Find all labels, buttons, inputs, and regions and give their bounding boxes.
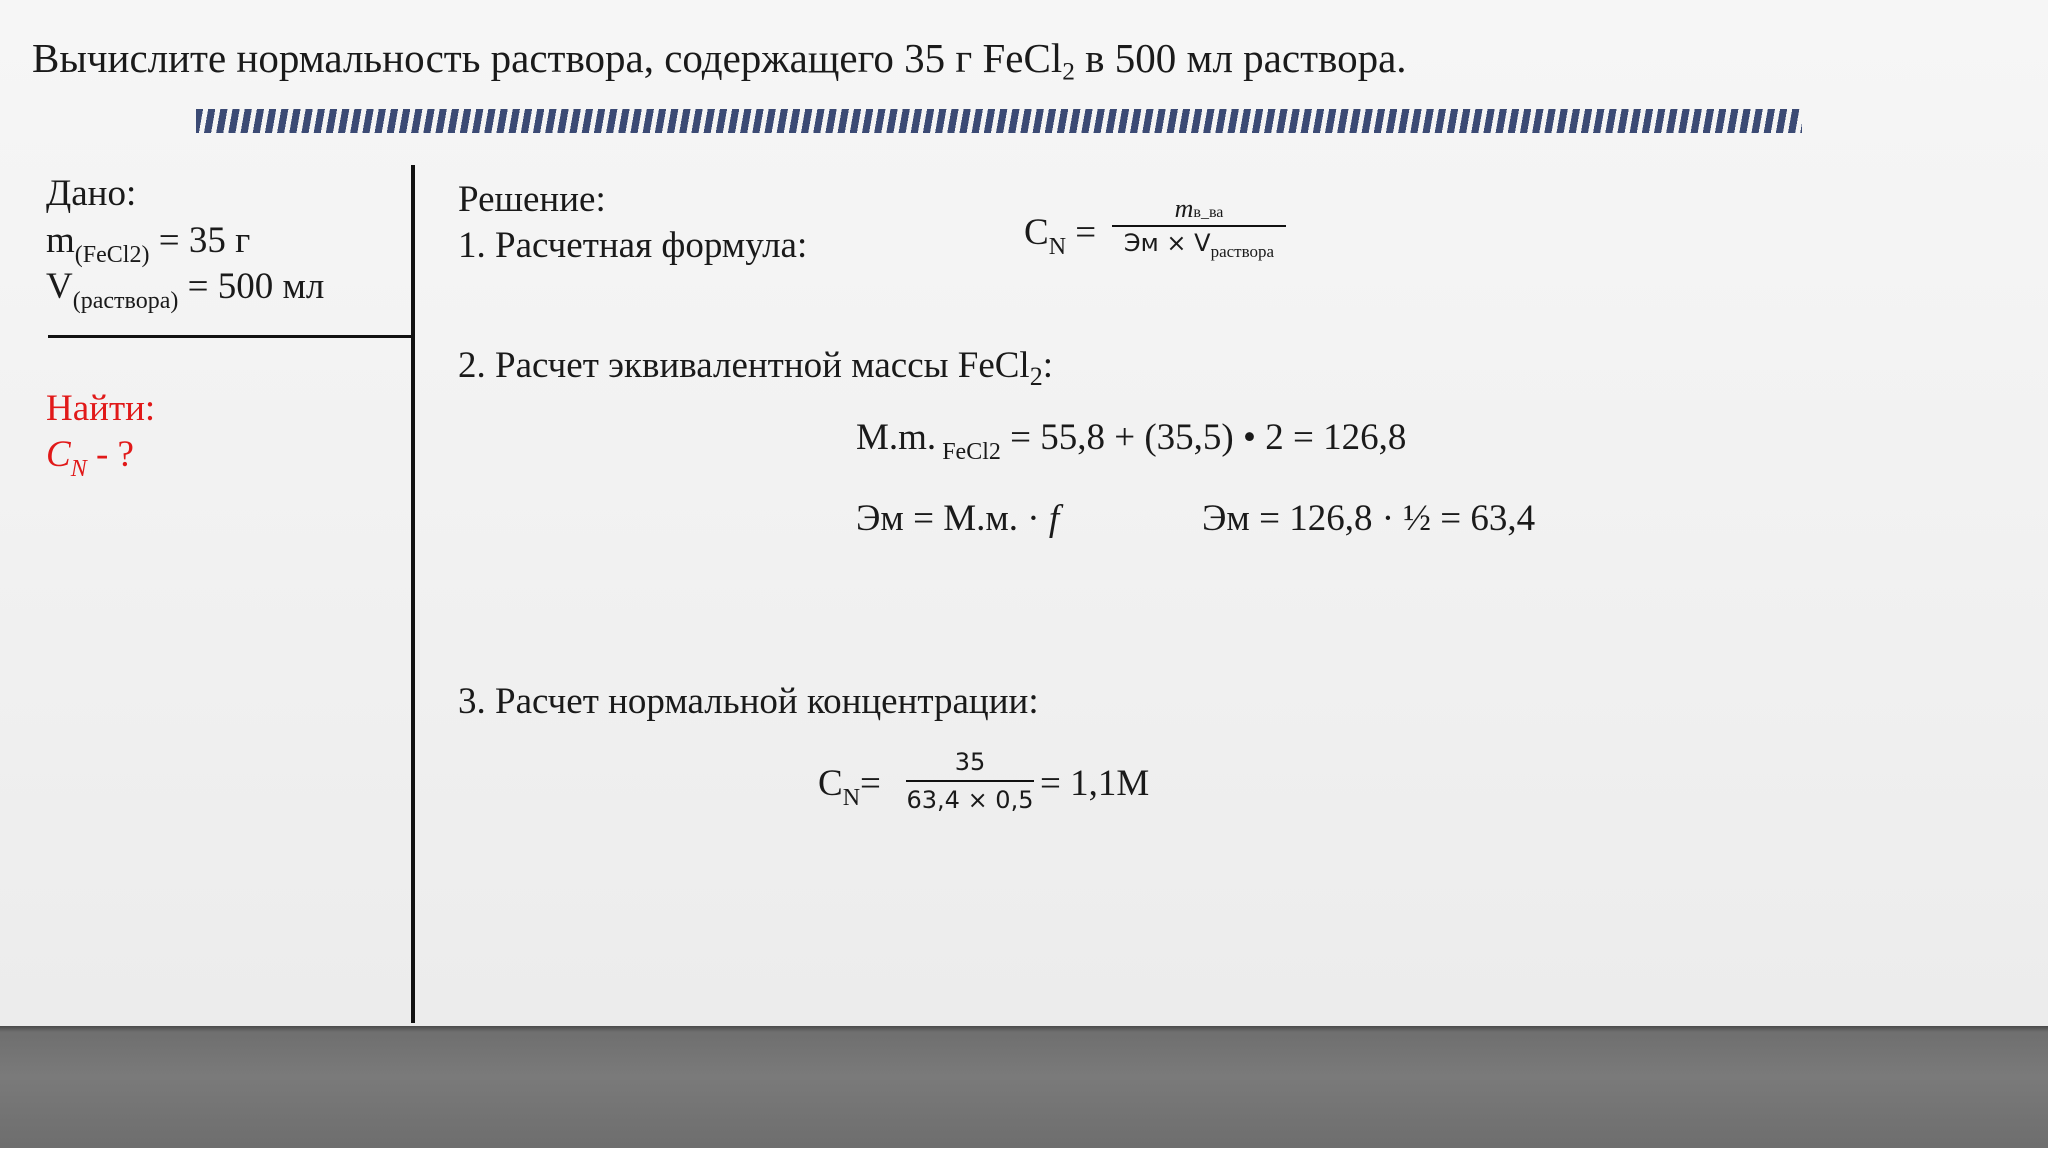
fraction-bar xyxy=(1112,225,1286,227)
floor-band xyxy=(0,1026,2048,1152)
given-mass: $m_{(FeCl2)} = 35$ г xyxy=(46,220,251,268)
equivalent-mass-calc: Эм = 126,8 · ½ = 63,4 xyxy=(1202,498,1536,539)
step1-title: 1. Расчетная формула: xyxy=(458,225,808,266)
bottom-edge xyxy=(0,1148,2048,1152)
formula3-fraction xyxy=(906,750,1034,812)
find-target: $C_N$ - ? xyxy=(46,434,134,482)
decorative-hatched-stripe xyxy=(196,109,1802,133)
formula3-denominator: 63,4 × 0,5 xyxy=(906,786,1034,814)
equivalent-mass-formula: Эм = M.м. · f xyxy=(856,498,1060,539)
problem-statement: Вычислите нормальность раствора, содержащего 35 г FeCl$_2$ в 500 мл раствора. xyxy=(32,35,1407,86)
given-volume: $V_{(раствора)} = 500$ мл xyxy=(46,266,325,314)
formula3-lhs: $C_N=$ xyxy=(818,763,881,811)
step3-title: 3. Расчет нормальной концентрации: xyxy=(458,681,1039,722)
find-label: Найти: xyxy=(46,388,156,429)
given-label: Дано: xyxy=(46,173,137,214)
formula1-numerator: mв_ва xyxy=(1174,194,1224,223)
vertical-divider xyxy=(411,165,415,1023)
formula1-fraction xyxy=(1112,194,1286,261)
formula3-numerator: 35 xyxy=(954,748,986,776)
formula1-denominator: Эм × $V_{раствора}$ xyxy=(1123,229,1275,261)
step2-title: 2. Расчет эквивалентной массы FeCl$_2$: xyxy=(458,345,1053,391)
given-divider xyxy=(48,335,413,338)
solution-label: Решение: xyxy=(458,179,606,220)
fraction-bar xyxy=(906,780,1034,782)
formula1-lhs: $C_N$ = xyxy=(1024,212,1097,260)
molar-mass-equation: M.m. $_{FeCl2}$ = 55,8 + (35,5) • 2 = 126,8 xyxy=(856,417,1407,465)
formula3-result: = 1,1M xyxy=(1040,763,1150,804)
